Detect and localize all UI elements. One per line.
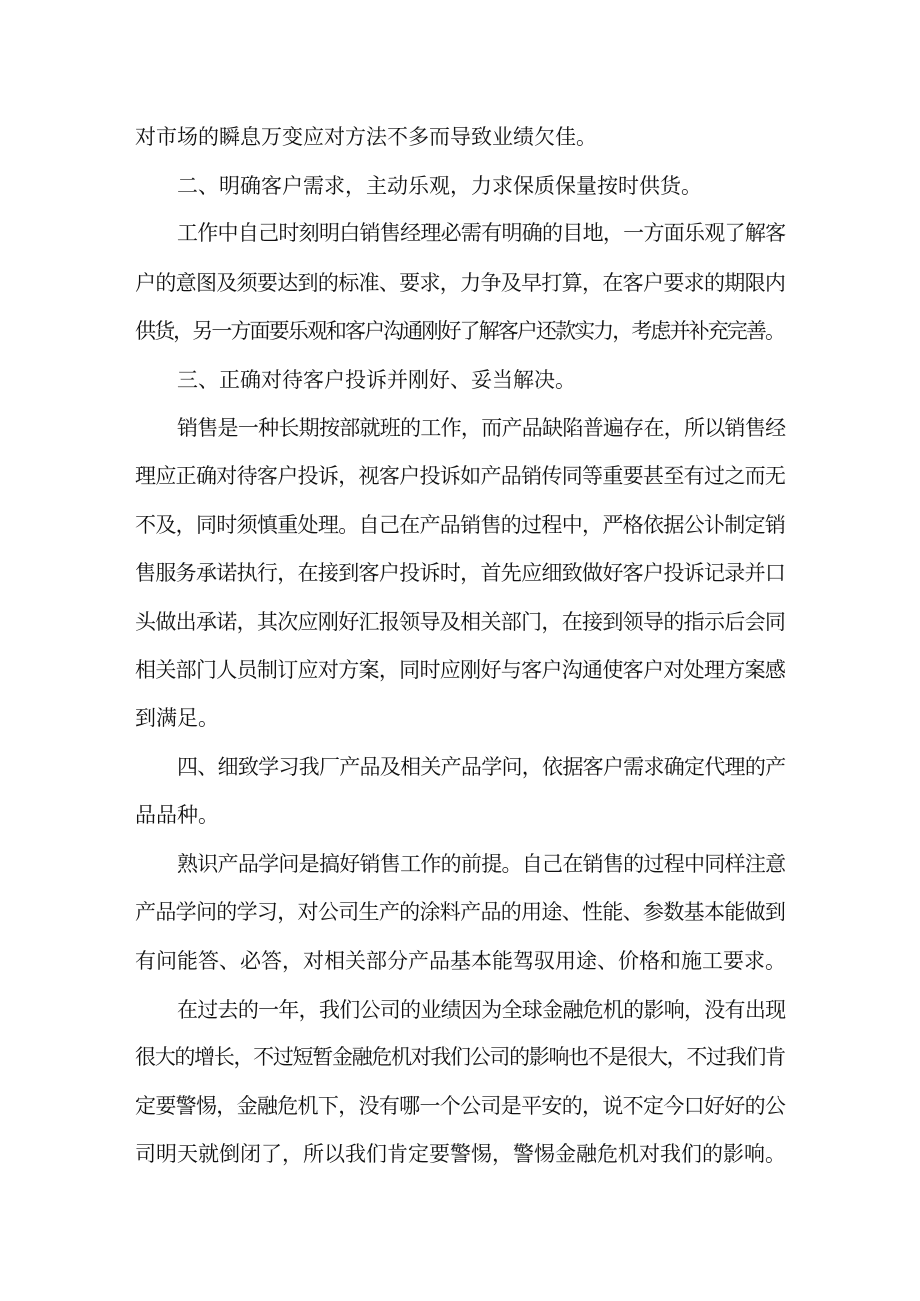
text-line: 不及，同时须慎重处理。自己在产品销售的过程中，严格依据公讣制定销: [135, 513, 786, 537]
text-line: 相关部门人员制订应对方案，同时应刚好与客户沟通使客户对处理方案感: [135, 658, 786, 682]
text-line: 供货，另一方面要乐观和客户沟通刚好了解客户还款实力，考虑并补充完善。: [135, 319, 785, 343]
text-line: 户的意图及须要达到的标准、要求，力争及早打算，在客户要求的期限内: [135, 271, 786, 295]
text-line: 销售是一种长期按部就班的工作，而产品缺陷普遍存在，所以销售经: [177, 416, 786, 440]
text-line: 在过去的一年，我们公司的业绩因为全球金融危机的影响，没有出现: [177, 998, 786, 1022]
text-line: 理应正确对待客户投诉，视客户投诉如产品销传同等重要甚至有过之而无: [135, 464, 786, 488]
section-heading: 品品种。: [135, 803, 219, 827]
text-line: 定要警惕，金融危机下，没有哪一个公司是平安的，说不定今口好好的公: [135, 1094, 786, 1118]
text-line: 很大的增长，不过短暂金融危机对我们公司的影响也不是很大，不过我们肯: [135, 1045, 785, 1069]
text-line: 有问能答、必答，对相关部分产品基本能驾驭用途、价格和施工要求。: [135, 949, 786, 973]
section-heading: 二、明确客户需求，主动乐观，力求保质保量按时供货。: [177, 174, 702, 198]
text-line: 工作中自己时刻明白销售经理必需有明确的目地，一方面乐观了解客: [177, 221, 786, 245]
text-line: 头做出承诺，其次应刚好汇报领导及相关部门，在接到领导的指示后会同: [135, 610, 786, 634]
text-line: 售服务承诺执行，在接到客户投诉时，首先应细致做好客户投诉记录并口: [135, 561, 786, 585]
text-line: 司明天就倒闭了，所以我们肯定要警惕，警惕金融危机对我们的影响。: [135, 1142, 786, 1166]
text-line: 到满足。: [135, 706, 219, 730]
text-line: 对市场的瞬息万变应对方法不多而导致业绩欠佳。: [135, 125, 597, 149]
section-heading: 四、细致学习我厂产品及相关产品学问，依据客户需求确定代理的产: [177, 755, 786, 779]
section-heading: 三、正确对待客户投诉并刚好、妥当解决。: [177, 368, 576, 392]
text-line: 产品学问的学习，对公司生产的涂料产品的用途、性能、参数基本能做到: [135, 900, 786, 924]
text-line: 熟识产品学问是搞好销售工作的前提。自己在销售的过程中同样注意: [177, 852, 786, 876]
